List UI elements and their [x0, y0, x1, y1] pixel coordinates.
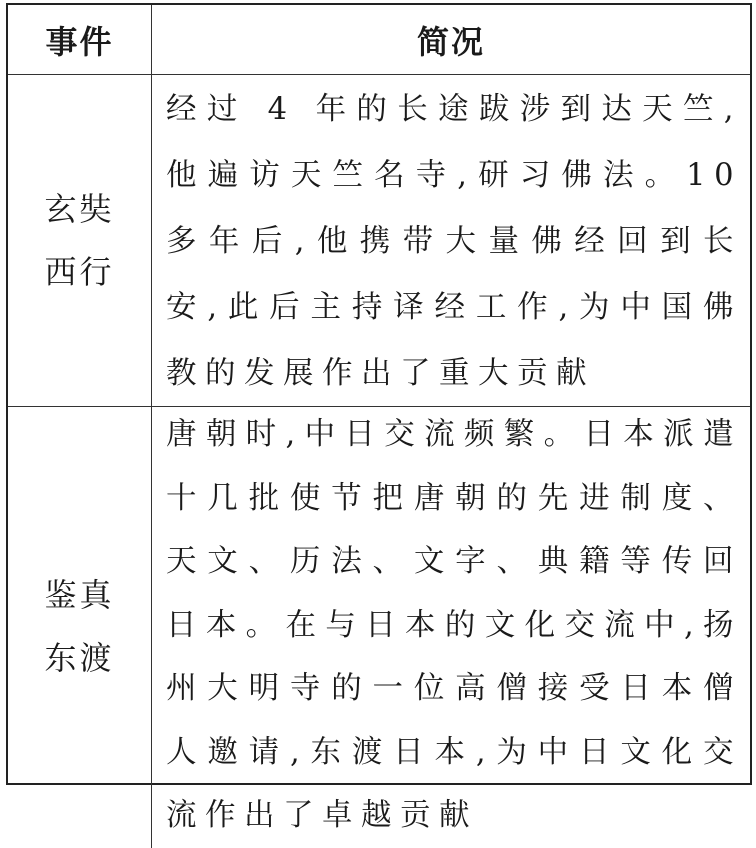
row-2-event-cell [8, 407, 152, 848]
row-1-event-name: 玄奘西行 [44, 189, 115, 291]
row-1-summary-cell [152, 75, 750, 407]
header-summary-label: 简况 [416, 22, 485, 61]
row-1-event-cell [8, 75, 152, 407]
history-events-table [6, 3, 752, 833]
row-1-summary-text: 经过 4 年的长途跋涉到达天竺,他遍访天竺名寺,研习佛法。10 多年后,他携带大量佛经回到长安,此后主持译经工作,为中国佛教的发展作出了重大贡献 [166, 92, 742, 391]
row-2-summary-cell [152, 407, 750, 848]
header-event-label: 事件 [45, 22, 114, 61]
row-2-summary-text: 唐朝时,中日交流频繁。日本派遣十几批使节把唐朝的先进制度、天文、历法、文字、典籍等传回日本。在与日本的文化交流中,扬州大明寺的一位高僧接受日本僧人邀请,东渡日本,为中日文化交流作出了卓越贡献 [166, 417, 742, 833]
header-event [8, 5, 152, 75]
row-2-event-name: 鉴真东渡 [44, 576, 115, 678]
header-summary [152, 5, 750, 75]
